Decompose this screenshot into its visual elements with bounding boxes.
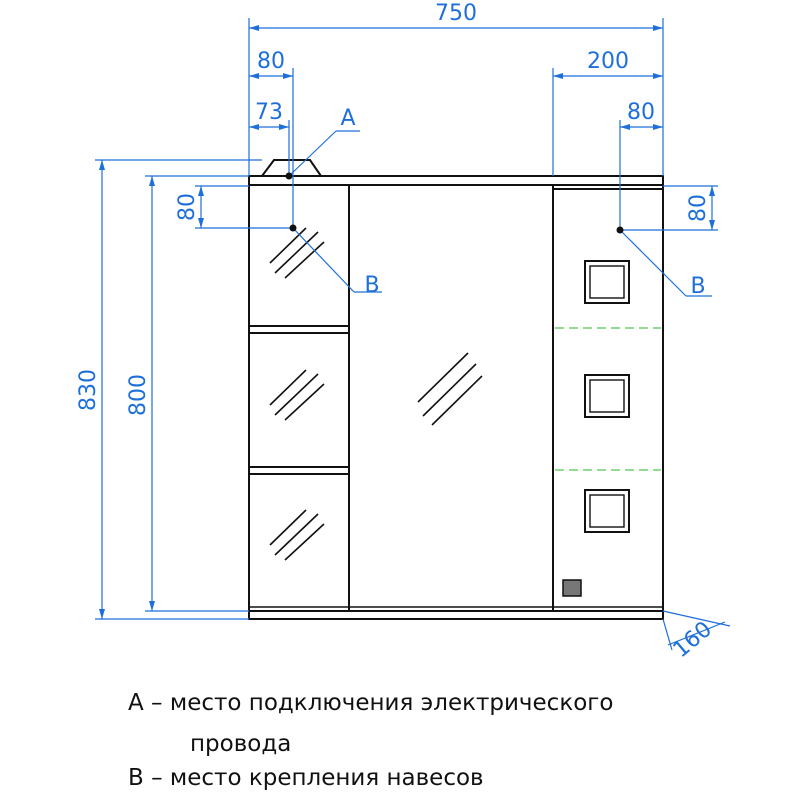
- dim-73-label: 73: [255, 100, 283, 125]
- right-shelves: [555, 328, 661, 470]
- marker-b-left-label: B: [364, 273, 380, 298]
- top-panel: [249, 176, 663, 185]
- cabinet-outline: [249, 160, 663, 619]
- marker-a-label: A: [340, 106, 356, 131]
- point-b-right-icon: [617, 227, 624, 234]
- right-section: [553, 185, 663, 611]
- leader-b-left: [293, 228, 354, 292]
- mirror-section: [349, 185, 553, 611]
- marker-b-right-label: B: [690, 274, 706, 299]
- dim-750-label: 750: [435, 1, 477, 26]
- decor-squares: [585, 261, 629, 532]
- point-a-icon: [286, 173, 293, 180]
- point-b-left-icon: [290, 225, 297, 232]
- hatch-mark: [285, 524, 324, 560]
- bottom-panel: [249, 611, 663, 619]
- decor-square-3: [585, 490, 629, 532]
- legend-a-line-2: провода: [190, 731, 292, 757]
- dim-800-label: 800: [126, 374, 151, 416]
- arrow: [653, 73, 663, 79]
- arrow: [249, 25, 259, 31]
- hatch-mark: [285, 384, 324, 420]
- arrow: [149, 176, 155, 186]
- dimension-labels: [76, 1, 717, 663]
- dim-80-right-height-label: 80: [686, 194, 711, 222]
- dim-160-label: 160: [668, 616, 717, 664]
- decor-square-1-inner: [590, 266, 624, 298]
- decor-square-3-inner: [590, 495, 624, 527]
- hatch-mark: [418, 353, 468, 402]
- decor-square-2: [585, 375, 629, 417]
- switch-icon: [563, 580, 581, 596]
- hatch-mark: [285, 242, 324, 278]
- decor-square-2-inner: [590, 380, 624, 412]
- arrow: [553, 73, 563, 79]
- dim-80-left-label: 80: [257, 49, 285, 74]
- legend-a-line-1: A – место подключения электрического: [128, 690, 614, 716]
- arrow: [99, 160, 105, 170]
- decor-square-1: [585, 261, 629, 303]
- dim-80-left-height-label: 80: [175, 193, 200, 221]
- dim-80-right-label: 80: [627, 100, 655, 125]
- hatch-mark: [270, 370, 306, 405]
- dim-200-label: 200: [587, 49, 629, 74]
- arrow: [99, 609, 105, 619]
- legend-b-line: B – место крепления навесов: [128, 765, 484, 791]
- dim-830-label: 830: [76, 369, 101, 411]
- arrow: [149, 601, 155, 611]
- leader-a: [289, 131, 336, 176]
- arrow: [653, 25, 663, 31]
- hatch-mark: [270, 228, 306, 263]
- hatch-mark: [270, 510, 306, 545]
